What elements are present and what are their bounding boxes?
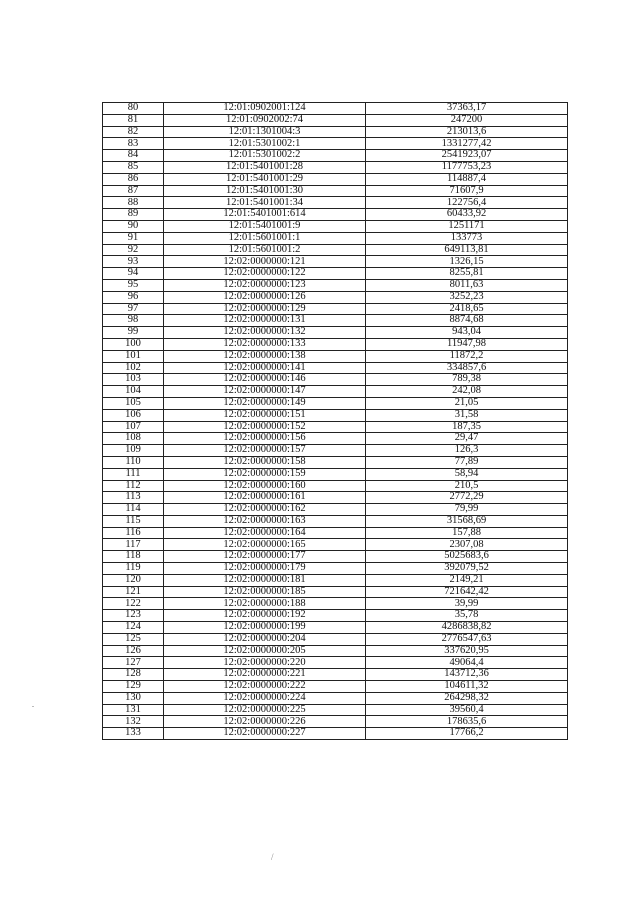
row-number-cell: 85	[103, 161, 164, 173]
value-cell: 2772,29	[366, 492, 568, 504]
cadastral-number-cell: 12:01:5301002:2	[164, 150, 366, 162]
table-row	[103, 315, 568, 327]
row-number-cell: 132	[103, 716, 164, 728]
cadastral-number-cell: 12:01:5301002:1	[164, 138, 366, 150]
value-cell: 3252,23	[366, 291, 568, 303]
table-row	[103, 327, 568, 339]
cadastral-number-cell: 12:02:0000000:177	[164, 551, 366, 563]
cadastral-number-cell: 12:02:0000000:141	[164, 362, 366, 374]
cadastral-number-cell: 12:02:0000000:179	[164, 563, 366, 575]
row-number-cell: 128	[103, 669, 164, 681]
cadastral-number-cell: 12:02:0000000:205	[164, 645, 366, 657]
row-number-cell: 123	[103, 610, 164, 622]
row-number-cell: 116	[103, 527, 164, 539]
cadastral-number-cell: 12:02:0000000:132	[164, 327, 366, 339]
row-number-cell: 124	[103, 622, 164, 634]
cadastral-number-cell: 12:01:5401001:30	[164, 185, 366, 197]
value-cell: 58,94	[366, 468, 568, 480]
value-cell: 133773	[366, 232, 568, 244]
row-number-cell: 117	[103, 539, 164, 551]
row-number-cell: 121	[103, 586, 164, 598]
value-cell: 2149,21	[366, 574, 568, 586]
table-row	[103, 209, 568, 221]
value-cell: 71607,9	[366, 185, 568, 197]
cadastral-number-cell: 12:02:0000000:152	[164, 421, 366, 433]
cadastral-value-table	[102, 102, 568, 740]
value-cell: 2776547,63	[366, 633, 568, 645]
row-number-cell: 115	[103, 515, 164, 527]
table-row	[103, 598, 568, 610]
cadastral-number-cell: 12:02:0000000:156	[164, 433, 366, 445]
value-cell: 49064,4	[366, 657, 568, 669]
table-row	[103, 303, 568, 315]
value-cell: 143712,36	[366, 669, 568, 681]
row-number-cell: 120	[103, 574, 164, 586]
row-number-cell: 107	[103, 421, 164, 433]
cadastral-number-cell: 12:01:5401001:29	[164, 173, 366, 185]
table-row	[103, 374, 568, 386]
value-cell: 334857,6	[366, 362, 568, 374]
row-number-cell: 110	[103, 456, 164, 468]
table-row	[103, 622, 568, 634]
row-number-cell: 100	[103, 338, 164, 350]
row-number-cell: 113	[103, 492, 164, 504]
cadastral-number-cell: 12:02:0000000:138	[164, 350, 366, 362]
cadastral-number-cell: 12:02:0000000:146	[164, 374, 366, 386]
table-row	[103, 610, 568, 622]
table-row	[103, 397, 568, 409]
value-cell: 242,08	[366, 386, 568, 398]
table-row	[103, 692, 568, 704]
table-row	[103, 268, 568, 280]
table-row	[103, 256, 568, 268]
row-number-cell: 104	[103, 386, 164, 398]
table-row	[103, 681, 568, 693]
value-cell: 104611,32	[366, 681, 568, 693]
row-number-cell: 112	[103, 480, 164, 492]
table-row	[103, 657, 568, 669]
value-cell: 392079,52	[366, 563, 568, 575]
cadastral-number-cell: 12:02:0000000:222	[164, 681, 366, 693]
table-row	[103, 362, 568, 374]
row-number-cell: 86	[103, 173, 164, 185]
value-cell: 17766,2	[366, 728, 568, 740]
value-cell: 1251171	[366, 220, 568, 232]
value-cell: 789,38	[366, 374, 568, 386]
cadastral-number-cell: 12:01:1301004:3	[164, 126, 366, 138]
table-row	[103, 220, 568, 232]
row-number-cell: 126	[103, 645, 164, 657]
cadastral-number-cell: 12:02:0000000:199	[164, 622, 366, 634]
cadastral-number-cell: 12:02:0000000:159	[164, 468, 366, 480]
value-cell: 122756,4	[366, 197, 568, 209]
value-cell: 77,89	[366, 456, 568, 468]
cadastral-number-cell: 12:01:0902002:74	[164, 114, 366, 126]
cadastral-number-cell: 12:02:0000000:161	[164, 492, 366, 504]
row-number-cell: 99	[103, 327, 164, 339]
table-row	[103, 515, 568, 527]
cadastral-number-cell: 12:01:5401001:614	[164, 209, 366, 221]
table-row	[103, 161, 568, 173]
table-row	[103, 114, 568, 126]
value-cell: 264298,32	[366, 692, 568, 704]
value-cell: 8011,63	[366, 279, 568, 291]
table-row	[103, 126, 568, 138]
value-cell: 5025683,6	[366, 551, 568, 563]
value-cell: 31,58	[366, 409, 568, 421]
page-mark: /	[271, 852, 274, 862]
table-row	[103, 185, 568, 197]
value-cell: 1177753,23	[366, 161, 568, 173]
cadastral-number-cell: 12:02:0000000:131	[164, 315, 366, 327]
value-cell: 247200	[366, 114, 568, 126]
cadastral-number-cell: 12:02:0000000:160	[164, 480, 366, 492]
value-cell: 39,99	[366, 598, 568, 610]
table-body	[103, 103, 568, 740]
row-number-cell: 133	[103, 728, 164, 740]
row-number-cell: 95	[103, 279, 164, 291]
value-cell: 11872,2	[366, 350, 568, 362]
cadastral-number-cell: 12:02:0000000:158	[164, 456, 366, 468]
row-number-cell: 127	[103, 657, 164, 669]
cadastral-number-cell: 12:02:0000000:227	[164, 728, 366, 740]
table-row	[103, 232, 568, 244]
row-number-cell: 83	[103, 138, 164, 150]
table-row	[103, 551, 568, 563]
row-number-cell: 130	[103, 692, 164, 704]
cadastral-number-cell: 12:02:0000000:226	[164, 716, 366, 728]
value-cell: 60433,92	[366, 209, 568, 221]
table-row	[103, 291, 568, 303]
row-number-cell: 102	[103, 362, 164, 374]
value-cell: 21,05	[366, 397, 568, 409]
row-number-cell: 97	[103, 303, 164, 315]
cadastral-number-cell: 12:02:0000000:164	[164, 527, 366, 539]
cadastral-number-cell: 12:02:0000000:157	[164, 445, 366, 457]
value-cell: 157,88	[366, 527, 568, 539]
row-number-cell: 106	[103, 409, 164, 421]
value-cell: 2418,65	[366, 303, 568, 315]
table-row	[103, 586, 568, 598]
table-row	[103, 728, 568, 740]
cadastral-number-cell: 12:02:0000000:204	[164, 633, 366, 645]
table-row	[103, 574, 568, 586]
table-row	[103, 539, 568, 551]
value-cell: 943,04	[366, 327, 568, 339]
cadastral-number-cell: 12:02:0000000:151	[164, 409, 366, 421]
cadastral-number-cell: 12:02:0000000:163	[164, 515, 366, 527]
cadastral-number-cell: 12:02:0000000:188	[164, 598, 366, 610]
value-cell: 337620,95	[366, 645, 568, 657]
row-number-cell: 88	[103, 197, 164, 209]
row-number-cell: 105	[103, 397, 164, 409]
cadastral-number-cell: 12:02:0000000:133	[164, 338, 366, 350]
cadastral-number-cell: 12:01:5601001:1	[164, 232, 366, 244]
row-number-cell: 81	[103, 114, 164, 126]
table-row	[103, 433, 568, 445]
table-row	[103, 150, 568, 162]
row-number-cell: 111	[103, 468, 164, 480]
value-cell: 187,35	[366, 421, 568, 433]
row-number-cell: 103	[103, 374, 164, 386]
row-number-cell: 108	[103, 433, 164, 445]
table-row	[103, 527, 568, 539]
table-row	[103, 445, 568, 457]
cadastral-number-cell: 12:02:0000000:221	[164, 669, 366, 681]
cadastral-number-cell: 12:02:0000000:165	[164, 539, 366, 551]
table-row	[103, 704, 568, 716]
row-number-cell: 92	[103, 244, 164, 256]
row-number-cell: 87	[103, 185, 164, 197]
value-cell: 31568,69	[366, 515, 568, 527]
table-row	[103, 421, 568, 433]
table-row	[103, 563, 568, 575]
row-number-cell: 80	[103, 103, 164, 115]
table-row	[103, 279, 568, 291]
value-cell: 210,5	[366, 480, 568, 492]
table-row	[103, 468, 568, 480]
cadastral-number-cell: 12:02:0000000:181	[164, 574, 366, 586]
value-cell: 1331277,42	[366, 138, 568, 150]
cadastral-number-cell: 12:01:5401001:34	[164, 197, 366, 209]
cadastral-number-cell: 12:02:0000000:220	[164, 657, 366, 669]
value-cell: 39560,4	[366, 704, 568, 716]
row-number-cell: 129	[103, 681, 164, 693]
row-number-cell: 122	[103, 598, 164, 610]
table-row	[103, 633, 568, 645]
value-cell: 213013,6	[366, 126, 568, 138]
value-cell: 178635,6	[366, 716, 568, 728]
table-row	[103, 350, 568, 362]
value-cell: 8874,68	[366, 315, 568, 327]
cadastral-number-cell: 12:02:0000000:149	[164, 397, 366, 409]
table-row	[103, 645, 568, 657]
cadastral-number-cell: 12:02:0000000:121	[164, 256, 366, 268]
row-number-cell: 89	[103, 209, 164, 221]
cadastral-number-cell: 12:02:0000000:225	[164, 704, 366, 716]
value-cell: 114887,4	[366, 173, 568, 185]
cadastral-number-cell: 12:02:0000000:162	[164, 504, 366, 516]
value-cell: 8255,81	[366, 268, 568, 280]
table-row	[103, 138, 568, 150]
cadastral-number-cell: 12:02:0000000:123	[164, 279, 366, 291]
cadastral-number-cell: 12:02:0000000:129	[164, 303, 366, 315]
value-cell: 126,3	[366, 445, 568, 457]
cadastral-number-cell: 12:02:0000000:126	[164, 291, 366, 303]
table-row	[103, 409, 568, 421]
table-row	[103, 386, 568, 398]
cadastral-number-cell: 12:02:0000000:224	[164, 692, 366, 704]
row-number-cell: 131	[103, 704, 164, 716]
table-row	[103, 103, 568, 115]
row-number-cell: 101	[103, 350, 164, 362]
row-number-cell: 119	[103, 563, 164, 575]
table-row	[103, 456, 568, 468]
cadastral-number-cell: 12:02:0000000:147	[164, 386, 366, 398]
value-cell: 79,99	[366, 504, 568, 516]
value-cell: 37363,17	[366, 103, 568, 115]
row-number-cell: 90	[103, 220, 164, 232]
cadastral-number-cell: 12:02:0000000:185	[164, 586, 366, 598]
row-number-cell: 82	[103, 126, 164, 138]
row-number-cell: 118	[103, 551, 164, 563]
table-row	[103, 197, 568, 209]
table-row	[103, 173, 568, 185]
value-cell: 1326,15	[366, 256, 568, 268]
table-row	[103, 716, 568, 728]
cadastral-number-cell: 12:01:0902001:124	[164, 103, 366, 115]
cadastral-number-cell: 12:01:5401001:9	[164, 220, 366, 232]
value-cell: 2307,08	[366, 539, 568, 551]
row-number-cell: 109	[103, 445, 164, 457]
cadastral-number-cell: 12:02:0000000:192	[164, 610, 366, 622]
row-number-cell: 91	[103, 232, 164, 244]
row-number-cell: 125	[103, 633, 164, 645]
row-number-cell: 84	[103, 150, 164, 162]
row-number-cell: 114	[103, 504, 164, 516]
table-row	[103, 492, 568, 504]
row-number-cell: 93	[103, 256, 164, 268]
row-number-cell: 98	[103, 315, 164, 327]
cadastral-number-cell: 12:01:5401001:28	[164, 161, 366, 173]
value-cell: 11947,98	[366, 338, 568, 350]
table-row	[103, 480, 568, 492]
row-number-cell: 96	[103, 291, 164, 303]
value-cell: 2541923,07	[366, 150, 568, 162]
table-row	[103, 669, 568, 681]
value-cell: 721642,42	[366, 586, 568, 598]
row-number-cell: 94	[103, 268, 164, 280]
table-row	[103, 338, 568, 350]
value-cell: 4286838,82	[366, 622, 568, 634]
cadastral-number-cell: 12:01:5601001:2	[164, 244, 366, 256]
table-row	[103, 504, 568, 516]
value-cell: 35,78	[366, 610, 568, 622]
scan-speck	[32, 706, 34, 707]
value-cell: 29,47	[366, 433, 568, 445]
table-row	[103, 244, 568, 256]
value-cell: 649113,81	[366, 244, 568, 256]
cadastral-number-cell: 12:02:0000000:122	[164, 268, 366, 280]
